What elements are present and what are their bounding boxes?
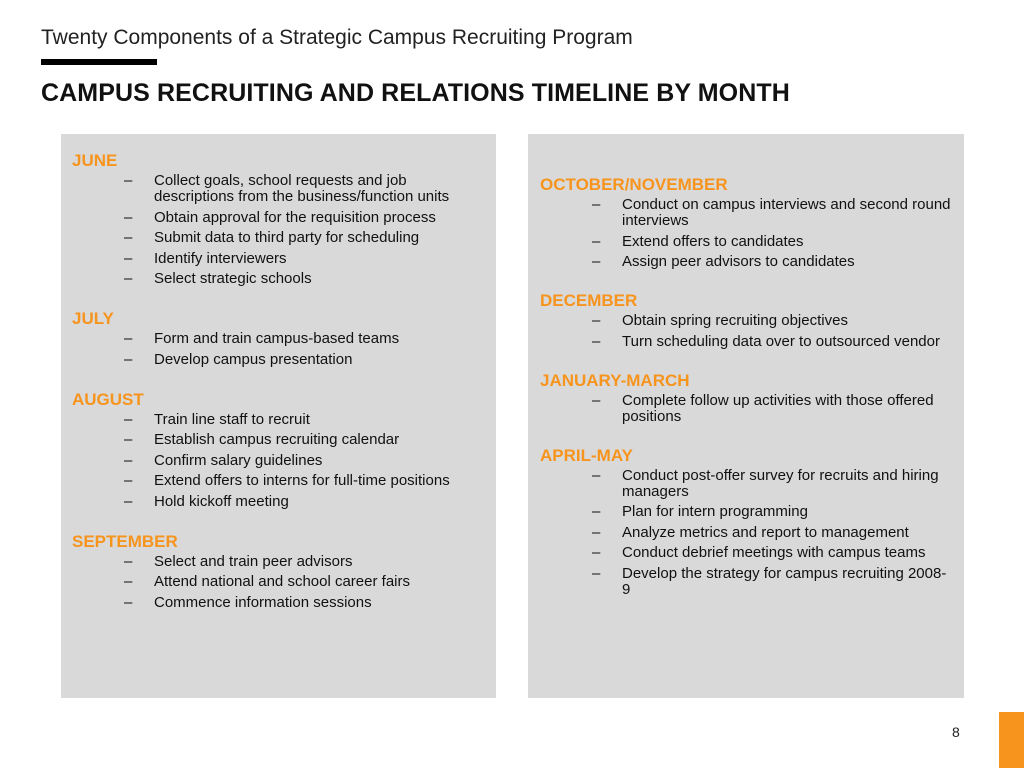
task-item: [72, 453, 496, 469]
task-item: [540, 254, 964, 270]
dash-bullet: –: [592, 544, 601, 561]
task-list: [540, 313, 964, 350]
dash-bullet: –: [124, 431, 133, 448]
task-text: Hold kickoff meeting: [154, 492, 289, 510]
task-text: Turn scheduling data over to outsourced vendor: [622, 332, 940, 350]
task-item: [72, 230, 496, 246]
task-text: Obtain spring recruiting objectives: [622, 312, 848, 329]
task-item: [72, 412, 496, 428]
task-text: Submit data to third party for scheduling: [154, 229, 420, 246]
month-heading: DECEMBER: [540, 291, 638, 310]
month-heading: JUNE: [72, 151, 118, 170]
task-item: [72, 432, 496, 448]
dash-bullet: –: [124, 270, 133, 287]
task-item: [72, 251, 496, 267]
task-item: [72, 173, 496, 205]
task-text: Collect goals, school requests and job descriptions from the business/function units: [154, 172, 450, 205]
dash-bullet: –: [124, 573, 133, 590]
month-heading: APRIL-MAY: [540, 445, 633, 465]
month-heading: JULY: [72, 309, 114, 328]
task-text: Extend offers to candidates: [622, 232, 804, 250]
task-list: [72, 331, 496, 368]
task-item: [540, 545, 964, 561]
task-item: [72, 271, 496, 287]
dash-bullet: –: [592, 312, 601, 329]
dash-bullet: –: [124, 410, 133, 428]
month-section: [540, 371, 964, 425]
dash-bullet: –: [592, 332, 601, 350]
task-list: [540, 393, 964, 425]
dash-bullet: –: [124, 330, 133, 347]
right-timeline-panel: [528, 134, 964, 698]
task-list: [540, 197, 964, 270]
task-text: Select strategic schools: [154, 270, 312, 287]
task-item: [72, 210, 496, 226]
task-item: [540, 525, 964, 541]
month-heading: AUGUST: [72, 389, 144, 409]
dash-bullet: –: [592, 523, 601, 541]
task-text: Conduct post-offer survey for recruits and hiring managers: [622, 466, 939, 500]
title-underline-bar: [41, 59, 157, 65]
document-title: Twenty Components of a Strategic Campus Recruiting Program: [41, 26, 633, 49]
task-text: Extend offers to interns for full-time positions: [154, 472, 450, 489]
task-text: Assign peer advisors to candidates: [622, 253, 855, 270]
month-heading: SEPTEMBER: [72, 531, 178, 551]
month-section: [72, 151, 496, 287]
task-text: Conduct debrief meetings with campus teams: [622, 544, 926, 561]
task-text: Train line staff to recruit: [154, 410, 310, 428]
task-item: [72, 494, 496, 510]
task-text: Commence information sessions: [154, 593, 372, 611]
month-section: [540, 175, 964, 270]
task-text: Confirm salary guidelines: [154, 451, 323, 469]
month-heading: JANUARY-MARCH: [540, 370, 690, 390]
task-item: [72, 473, 496, 489]
dash-bullet: –: [124, 350, 133, 368]
task-item: [540, 393, 964, 425]
month-section: [540, 446, 964, 598]
month-section: [72, 309, 496, 368]
task-list: [540, 468, 964, 598]
task-text: Analyze metrics and report to management: [622, 523, 909, 541]
dash-bullet: –: [592, 503, 601, 520]
month-heading: OCTOBER/NOVEMBER: [540, 175, 728, 194]
dash-bullet: –: [124, 593, 133, 611]
dash-bullet: –: [124, 172, 133, 189]
task-text: Establish campus recruiting calendar: [154, 431, 400, 448]
task-item: [540, 234, 964, 250]
month-section: [72, 532, 496, 611]
task-item: [72, 595, 496, 611]
task-text: Obtain approval for the requisition process: [154, 208, 436, 226]
dash-bullet: –: [592, 391, 601, 409]
dash-bullet: –: [124, 492, 133, 510]
task-item: [540, 468, 964, 500]
left-timeline-panel: [61, 134, 496, 698]
month-section: [540, 291, 964, 350]
dash-bullet: –: [592, 232, 601, 250]
dash-bullet: –: [124, 472, 133, 489]
task-list: [72, 173, 496, 287]
task-list: [72, 554, 496, 611]
task-item: [540, 566, 964, 598]
task-text: Develop the strategy for campus recruiting 2008-9: [622, 564, 947, 598]
task-item: [72, 554, 496, 570]
task-item: [540, 334, 964, 350]
task-text: Identify interviewers: [154, 249, 287, 267]
dash-bullet: –: [124, 451, 133, 469]
page-number: 8: [952, 724, 960, 740]
task-text: Develop campus presentation: [154, 350, 353, 368]
dash-bullet: –: [592, 466, 601, 484]
task-item: [72, 352, 496, 368]
dash-bullet: –: [592, 196, 601, 213]
task-item: [540, 197, 964, 229]
task-text: Conduct on campus interviews and second round interviews: [622, 196, 951, 229]
task-item: [540, 504, 964, 520]
dash-bullet: –: [124, 208, 133, 226]
footer-accent-bar: [999, 712, 1024, 768]
dash-bullet: –: [592, 253, 601, 270]
dash-bullet: –: [592, 564, 601, 582]
task-text: Plan for intern programming: [622, 503, 808, 520]
dash-bullet: –: [124, 229, 133, 246]
task-item: [540, 313, 964, 329]
dash-bullet: –: [124, 552, 133, 570]
task-item: [72, 331, 496, 347]
task-text: Complete follow up activities with those offered positions: [622, 391, 934, 425]
dash-bullet: –: [124, 249, 133, 267]
task-text: Form and train campus-based teams: [154, 330, 400, 347]
month-section: [72, 390, 496, 510]
main-heading: CAMPUS RECRUITING AND RELATIONS TIMELINE BY MONTH: [41, 79, 790, 107]
task-text: Select and train peer advisors: [154, 552, 353, 570]
task-list: [72, 412, 496, 510]
task-item: [72, 574, 496, 590]
task-text: Attend national and school career fairs: [154, 573, 410, 590]
